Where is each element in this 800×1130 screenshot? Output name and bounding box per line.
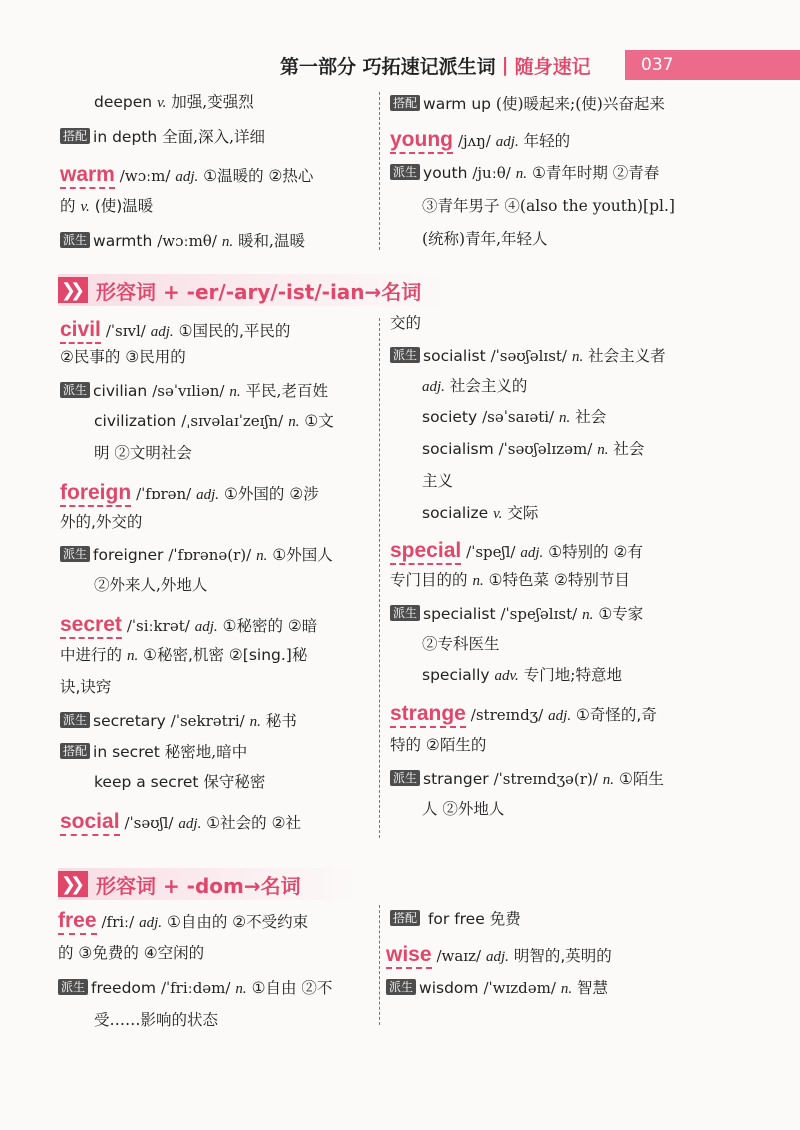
definition: ①社会的 ②社 (206, 814, 301, 832)
definition: ①温暖的 ②热心 (203, 167, 314, 185)
headword: secret (60, 613, 122, 639)
derivative-tag: 派生 (390, 605, 420, 621)
definition: 年轻的 (523, 132, 571, 150)
definition: ①外国人 (272, 546, 333, 564)
definition: 中进行的 (60, 646, 123, 664)
definition: 智慧 (577, 979, 609, 997)
part-of-speech: adj. (150, 324, 174, 340)
youth-def-cont2 (422, 232, 548, 248)
entry-secretary (60, 712, 297, 730)
part-of-speech: n. (559, 410, 571, 426)
headword-wise (386, 944, 612, 965)
socialist-def-cont (422, 379, 527, 395)
part-of-speech: adj. (486, 949, 509, 965)
word: specially (422, 666, 490, 684)
collocation-tag: 搭配 (390, 95, 420, 111)
entry-wisdom (386, 979, 608, 997)
headword-young (390, 129, 570, 150)
definition: 特的 ②陌生的 (390, 736, 487, 754)
definition: 交际 (507, 504, 539, 522)
headword: free (58, 909, 97, 935)
phonetic: /ˈspeʃəlɪst/ (500, 605, 578, 623)
phonetic: /ˈsekrətri/ (170, 712, 245, 730)
phonetic: /wɔːmθ/ (157, 232, 217, 250)
entry-socialize (422, 506, 538, 522)
definition: 人 ②外地人 (422, 800, 505, 818)
entry-socialist (390, 347, 666, 365)
part-of-speech: adj. (196, 487, 220, 503)
definition: 明 ②文明社会 (94, 444, 192, 462)
entry-freedom (58, 979, 332, 997)
derivative-tag: 派生 (390, 770, 420, 786)
entry-foreigner (60, 546, 333, 564)
phonetic: /friː/ (101, 913, 135, 931)
word: stranger (423, 770, 489, 788)
part-of-speech: n. (515, 166, 528, 182)
headword: social (60, 810, 120, 836)
derivative-tag: 派生 (60, 712, 90, 728)
definition: 秘书 (265, 712, 297, 730)
headword-free (58, 910, 308, 931)
headword-secret (60, 614, 317, 635)
header-separator: | (501, 54, 509, 76)
phonetic: /wɔːm/ (119, 167, 171, 185)
headword-special (390, 540, 643, 561)
word: foreigner (93, 546, 164, 564)
column-divider-bottom (379, 905, 380, 1025)
word: civilian (93, 382, 148, 400)
definition: (使)温暖 (94, 197, 154, 215)
headword-warm (60, 164, 313, 185)
definition: 社会主义者 (588, 347, 666, 365)
part-of-speech: n. (221, 234, 234, 250)
phonetic: /ˈwɪzdəm/ (483, 979, 556, 997)
definition: 社会 (613, 440, 645, 458)
derivative-tag: 派生 (390, 347, 420, 363)
specialist-def-cont (422, 637, 500, 653)
part-of-speech: v. (493, 506, 503, 522)
secret-def-cont2 (60, 680, 111, 696)
foreign-def-cont (60, 515, 142, 531)
entry-specialist (390, 605, 643, 623)
phonetic: /streɪndʒ/ (470, 706, 544, 724)
headword: young (390, 128, 453, 154)
headword-foreign (60, 482, 319, 503)
definition: 全面,深入,详细 (162, 128, 265, 146)
part-of-speech: adv. (494, 668, 519, 684)
headword: civil (60, 318, 101, 344)
entry-for-free (390, 910, 521, 928)
collocation-tag: 搭配 (60, 743, 90, 759)
part-of-speech: n. (235, 981, 247, 997)
entry-keep-a-secret (94, 775, 265, 791)
column-divider-mid (379, 318, 380, 838)
definition: ①自由 ②不 (251, 979, 333, 997)
phonetic: /ˈstreɪndʒə(r)/ (493, 770, 598, 788)
socialism-def-cont (422, 474, 453, 490)
definition: 平民,老百姓 (245, 382, 328, 400)
double-chevron-icon: ❯❯ (58, 871, 88, 897)
part-of-speech: adj. (548, 708, 572, 724)
derivative-tag: 派生 (60, 232, 90, 248)
part-of-speech: adj. (422, 379, 445, 395)
civil-def-cont (60, 350, 186, 366)
definition: ①秘密的 ②暗 (222, 617, 318, 635)
definition: 明智的,英明的 (513, 947, 612, 965)
phonetic: /jʌŋ/ (457, 132, 491, 150)
definition: 受……影响的状态 (94, 1011, 219, 1029)
secret-def-cont (60, 648, 307, 664)
youth-def-cont (422, 199, 675, 215)
entry-deepen (94, 95, 254, 111)
phrase: for free (427, 910, 485, 928)
phonetic: /ˈfɒrənə(r)/ (168, 546, 252, 564)
definition: ①外国的 ②涉 (224, 485, 319, 503)
phrase: warm up (423, 95, 491, 113)
stranger-def-cont (422, 802, 504, 818)
warm-def-cont (60, 199, 153, 215)
part-of-speech: n. (582, 607, 594, 623)
derivative-tag: 派生 (58, 979, 88, 995)
phonetic: /səˈsaɪəti/ (482, 408, 555, 426)
definition: ③青年男子 ④(also the youth)[pl.] (422, 197, 675, 215)
part-of-speech: n. (602, 772, 615, 788)
word: society (422, 408, 478, 426)
section-heading-2 (58, 868, 358, 900)
social-def-cont (390, 316, 421, 332)
phonetic: /ˈsəʊʃəlɪst/ (490, 347, 567, 365)
foreigner-def-cont (94, 578, 207, 594)
word: secretary (93, 712, 166, 730)
definition: 加强,变强烈 (171, 93, 254, 111)
headword: foreign (60, 481, 131, 507)
definition: 专门地;特意地 (523, 666, 622, 684)
part-of-speech: adj. (178, 816, 202, 832)
part-of-speech: n. (571, 349, 584, 365)
entry-youth (390, 164, 659, 182)
free-def-cont (58, 946, 204, 962)
civilization-def-cont (94, 446, 192, 462)
definition: 的 (60, 197, 76, 215)
definition: 主义 (422, 472, 454, 490)
definition: 社会 (575, 408, 607, 426)
headword-social (60, 811, 301, 832)
derivative-tag: 派生 (60, 546, 90, 562)
headword: warm (60, 163, 115, 189)
definition: 暖和,温暖 (238, 232, 305, 250)
headword: special (390, 539, 461, 565)
page-header (280, 48, 800, 82)
phonetic: /ˈsəʊʃəlɪzəm/ (498, 440, 593, 458)
definition: ①国民的,平民的 (178, 322, 291, 340)
freedom-def-cont (94, 1013, 218, 1029)
part-of-speech: v. (80, 199, 90, 215)
definition: ①秘密,机密 ②[sing.]秘 (143, 646, 308, 664)
phonetic: /ˌsɪvəlaɪˈzeɪʃn/ (181, 412, 284, 430)
definition: 保守秘密 (203, 773, 266, 791)
definition: 诀,诀窍 (60, 678, 112, 696)
part-title: 第一部分 巧拓速记派生词 (280, 55, 496, 78)
column-divider-top (379, 92, 380, 250)
part-of-speech: n. (256, 548, 268, 564)
definition: ①特别的 ②有 (548, 543, 643, 561)
headword: strange (390, 702, 466, 728)
collocation-tag: 搭配 (60, 128, 90, 144)
entry-civilian (60, 382, 328, 400)
definition: ①青年时期 ②青春 (531, 164, 660, 182)
word: socialist (423, 347, 486, 365)
part-of-speech: n. (560, 981, 573, 997)
part-of-speech: n. (597, 442, 609, 458)
entry-society (422, 410, 606, 426)
definition: ①陌生 (618, 770, 664, 788)
word: civilization (94, 412, 177, 430)
phrase: in depth (93, 128, 158, 146)
definition: (使)暖起来;(使)兴奋起来 (495, 95, 665, 113)
part-of-speech: adj. (495, 134, 519, 150)
derivative-tag: 派生 (390, 164, 420, 180)
definition: 交的 (390, 314, 422, 332)
definition: 专门目的的 (390, 571, 468, 589)
entry-socialism (422, 442, 644, 458)
word: socialize (422, 504, 489, 522)
special-def-cont (390, 573, 630, 589)
entry-stranger (390, 770, 664, 788)
part-of-speech: n. (249, 714, 261, 730)
phonetic: /səˈvɪliən/ (152, 382, 225, 400)
part-of-speech: adj. (194, 619, 218, 635)
word: youth (423, 164, 468, 182)
part-of-speech: adj. (520, 545, 544, 561)
entry-civilization (94, 414, 334, 430)
definition: 秘密地,暗中 (164, 743, 248, 761)
definition: 社会主义的 (449, 377, 528, 395)
phrase: keep a secret (94, 773, 199, 791)
definition: ①特色菜 ②特别节目 (488, 571, 630, 589)
word: wisdom (419, 979, 479, 997)
derivative-tag: 派生 (386, 979, 416, 995)
definition: ①文 (304, 412, 334, 430)
definition: ①奇怪的,奇 (576, 706, 657, 724)
entry-in-secret (60, 743, 247, 761)
double-chevron-icon: ❯❯ (58, 277, 88, 303)
phonetic: /ˈsɪvl/ (105, 322, 146, 340)
definition: 的 ③免费的 ④空闲的 (58, 944, 205, 962)
part-of-speech: n. (229, 384, 241, 400)
derivative-tag: 派生 (60, 382, 90, 398)
headword-civil (60, 319, 290, 340)
word: deepen (94, 93, 153, 111)
section-title: 形容词 + -dom→名词 (96, 873, 301, 898)
definition: ①专家 (598, 605, 644, 623)
headword: wise (386, 943, 432, 969)
phonetic: /ˈspeʃl/ (466, 543, 516, 561)
definition: ②外来人,外地人 (94, 576, 208, 594)
part-of-speech: v. (157, 95, 167, 111)
collocation-tag: 搭配 (390, 910, 420, 926)
part-of-speech: n. (288, 414, 300, 430)
phonetic: /ˈfɒrən/ (136, 485, 192, 503)
strange-def-cont (390, 738, 486, 754)
phrase: in secret (93, 743, 160, 761)
part-of-speech: adj. (139, 915, 163, 931)
brand-label: 随身速记 (514, 55, 591, 78)
part-of-speech: adj. (175, 169, 199, 185)
section-heading-1 (58, 274, 448, 306)
page-number: 037 (625, 50, 800, 80)
phonetic: /waɪz/ (436, 947, 482, 965)
word: freedom (91, 979, 156, 997)
word: warmth (93, 232, 153, 250)
part-of-speech: n. (126, 648, 139, 664)
entry-specially (422, 668, 622, 684)
section-title: 形容词 + -er/-ary/-ist/-ian→名词 (96, 279, 422, 304)
entry-warmth (60, 232, 305, 250)
definition: 外的,外交的 (60, 513, 143, 531)
word: specialist (423, 605, 496, 623)
definition: ①自由的 ②不受约束 (166, 913, 309, 931)
part-of-speech: n. (472, 573, 484, 589)
phonetic: /ˈfriːdəm/ (160, 979, 231, 997)
entry-in-depth (60, 128, 265, 146)
phonetic: /ˈsəʊʃl/ (124, 814, 174, 832)
phonetic: /juːθ/ (472, 164, 511, 182)
headword-strange (390, 703, 657, 724)
word: socialism (422, 440, 494, 458)
entry-warm-up (390, 95, 665, 113)
phonetic: /ˈsiːkrət/ (126, 617, 190, 635)
definition: (统称)青年,年轻人 (422, 230, 548, 248)
definition: ②专科医生 (422, 635, 500, 653)
definition: 免费 (489, 910, 521, 928)
definition: ②民事的 ③民用的 (60, 348, 186, 366)
